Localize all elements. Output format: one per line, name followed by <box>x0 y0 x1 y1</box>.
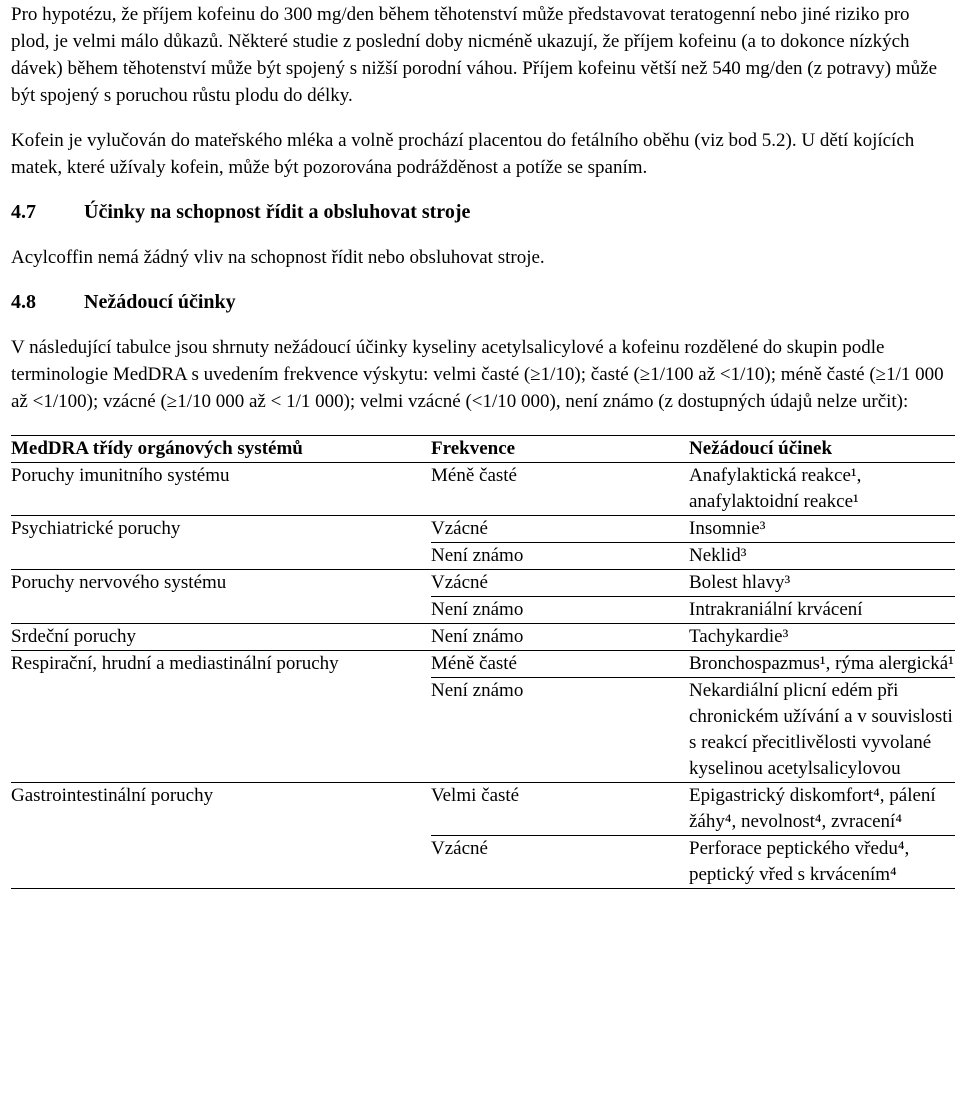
table-row <box>11 516 955 543</box>
cell-frequency: Není známo <box>431 543 689 570</box>
table-row <box>11 570 955 597</box>
table-row <box>11 651 955 678</box>
cell-class: Poruchy nervového systému <box>11 570 431 597</box>
cell-class <box>11 836 431 889</box>
table-row <box>11 543 955 570</box>
table-row <box>11 597 955 624</box>
section-title: Účinky na schopnost řídit a obsluhovat stroje <box>84 201 471 223</box>
cell-effect: Bronchospazmus¹, rýma alergická¹ <box>689 651 955 678</box>
cell-class: Respirační, hrudní a mediastinální poruchy <box>11 651 431 678</box>
cell-frequency: Není známo <box>431 678 689 783</box>
paragraph-driving: Acylcoffin nemá žádný vliv na schopnost řídit nebo obsluhovat stroje. <box>11 247 545 268</box>
paragraph-breastfeeding: Kofein je vylučován do mateřského mléka a volně prochází placentou do fetálního oběhu (viz bod 5.2). U dětí kojících matek, které užívaly kofein, může být pozorována podrážděnost a potíže se spaním. <box>11 130 915 178</box>
cell-class: Psychiatrické poruchy <box>11 516 431 543</box>
adverse-effects-table <box>11 435 955 889</box>
table-row <box>11 624 955 651</box>
table-row <box>11 783 955 836</box>
cell-frequency: Není známo <box>431 624 689 651</box>
column-header-class: MedDRA třídy orgánových systémů <box>11 436 431 463</box>
cell-frequency: Vzácné <box>431 836 689 889</box>
cell-frequency: Není známo <box>431 597 689 624</box>
cell-effect: Neklid³ <box>689 543 955 570</box>
section-title: Nežádoucí účinky <box>84 291 236 313</box>
cell-effect: Tachykardie³ <box>689 624 955 651</box>
cell-effect: Insomnie³ <box>689 516 955 543</box>
cell-frequency: Méně časté <box>431 651 689 678</box>
table-row <box>11 678 955 783</box>
column-header-effect: Nežádoucí účinek <box>689 436 955 463</box>
section-number: 4.8 <box>11 291 36 313</box>
cell-effect: Bolest hlavy³ <box>689 570 955 597</box>
table-row <box>11 463 955 516</box>
table-row <box>11 836 955 889</box>
section-number: 4.7 <box>11 201 36 223</box>
cell-class: Poruchy imunitního systému <box>11 463 431 516</box>
section-heading-4-7 <box>11 199 951 226</box>
cell-frequency: Vzácné <box>431 570 689 597</box>
cell-class <box>11 597 431 624</box>
cell-frequency: Vzácné <box>431 516 689 543</box>
paragraph-pregnancy: Pro hypotézu, že příjem kofeinu do 300 mg/den během těhotenství může představovat teratogenní nebo jiné riziko pro plod, je velmi málo důkazů. Některé studie z poslední doby nicméně ukazují, že příjem kofeinu (a to dokonce nízkých dávek) během těhotenství může být spojený s nižší porodní váhou. Příjem kofeinu větší než 540 mg/den (z potravy) může být spojený s poruchou růstu plodu do délky. <box>11 4 938 106</box>
cell-effect: Nekardiální plicní edém při chronickém užívání a v souvislosti s reakcí přecitlivělosti vyvolané kyselinou acetylsalicylovou <box>689 678 955 783</box>
cell-class: Gastrointestinální poruchy <box>11 783 431 836</box>
cell-class <box>11 543 431 570</box>
cell-class: Srdeční poruchy <box>11 624 431 651</box>
section-heading-4-8 <box>11 289 951 316</box>
cell-frequency: Velmi časté <box>431 783 689 836</box>
document-page <box>11 1 954 889</box>
column-header-frequency: Frekvence <box>431 436 689 463</box>
cell-frequency: Méně časté <box>431 463 689 516</box>
table-header-row <box>11 436 955 463</box>
paragraph-adverse-effects-intro: V následující tabulce jsou shrnuty nežádoucí účinky kyseliny acetylsalicylové a kofeinu rozdělené do skupin podle terminologie MedDRA s uvedením frekvence výskytu: velmi časté (≥1/10); časté (≥1/100 až <1/10); méně časté (≥1/1 000 až <1/100); vzácné (≥1/10 000 až < 1/1 000); velmi vzácné (<1/10 000), není známo (z dostupných údajů nelze určit): <box>11 337 944 412</box>
cell-effect: Anafylaktická reakce¹, anafylaktoidní reakce¹ <box>689 463 955 516</box>
cell-effect: Perforace peptického vředu⁴, peptický vřed s krvácením⁴ <box>689 836 955 889</box>
cell-class <box>11 678 431 783</box>
cell-effect: Intrakraniální krvácení <box>689 597 955 624</box>
cell-effect: Epigastrický diskomfort⁴, pálení žáhy⁴, nevolnost⁴, zvracení⁴ <box>689 783 955 836</box>
